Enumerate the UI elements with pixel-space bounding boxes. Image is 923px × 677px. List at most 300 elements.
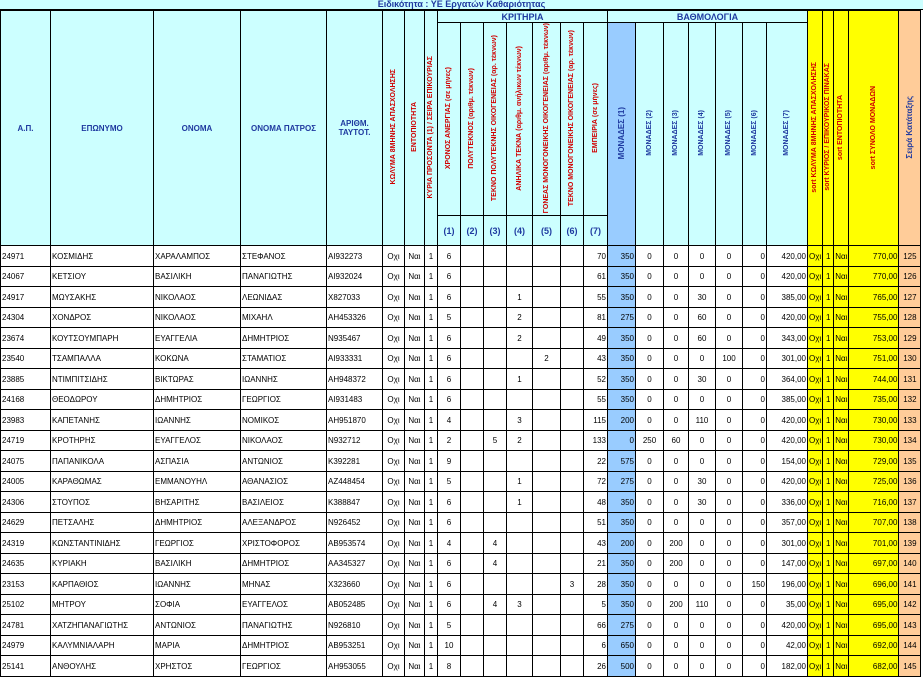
kolysi-cell[interactable]: Οχι — [383, 369, 405, 390]
name-cell[interactable]: ΑΝΤΩΝΙΟΣ — [154, 615, 241, 636]
header-m1[interactable]: ΜΟΝΑΔΕΣ (1) — [608, 23, 636, 246]
rank-cell[interactable]: 127 — [899, 287, 921, 308]
ap-cell[interactable]: 23153 — [1, 574, 51, 595]
k3-cell[interactable] — [484, 410, 507, 431]
m1-cell[interactable]: 0 — [608, 430, 636, 451]
header-entopiotita[interactable]: ΕΝΤΟΠΙΟΤΗΤΑ — [405, 11, 425, 246]
m5-cell[interactable]: 0 — [716, 410, 743, 431]
sort-kolyma-cell[interactable]: Οχι — [808, 389, 823, 410]
k6-cell[interactable] — [561, 594, 584, 615]
sort-kyrios-cell[interactable]: 1 — [823, 287, 834, 308]
m6-cell[interactable]: 0 — [743, 410, 767, 431]
k2-cell[interactable] — [461, 512, 484, 533]
sort-kolyma-cell[interactable]: Οχι — [808, 533, 823, 554]
k6-cell[interactable] — [561, 369, 584, 390]
id-cell[interactable]: ΑΑ345327 — [327, 553, 383, 574]
m7-cell[interactable]: 420,00 — [767, 246, 808, 267]
k1-cell[interactable]: 6 — [438, 492, 461, 513]
k6-cell[interactable] — [561, 471, 584, 492]
entopiotita-cell[interactable]: Ναι — [405, 307, 425, 328]
entopiotita-cell[interactable]: Ναι — [405, 615, 425, 636]
k6-cell[interactable] — [561, 328, 584, 349]
entopiotita-cell[interactable]: Ναι — [405, 389, 425, 410]
k5-cell[interactable] — [533, 246, 561, 267]
father-name-cell[interactable]: ΒΑΣΙΛΕΙΟΣ — [241, 492, 327, 513]
m6-cell[interactable]: 0 — [743, 369, 767, 390]
k5-cell[interactable]: 2 — [533, 348, 561, 369]
k5-cell[interactable] — [533, 328, 561, 349]
name-cell[interactable]: ΓΕΩΡΓΙΟΣ — [154, 533, 241, 554]
k5-cell[interactable] — [533, 615, 561, 636]
m7-cell[interactable]: 301,00 — [767, 348, 808, 369]
ap-cell[interactable]: 24719 — [1, 430, 51, 451]
m2-cell[interactable]: 0 — [636, 533, 664, 554]
father-name-cell[interactable]: ΑΛΕΞΑΝΔΡΟΣ — [241, 512, 327, 533]
id-cell[interactable]: ΑΙ931483 — [327, 389, 383, 410]
ap-cell[interactable]: 24168 — [1, 389, 51, 410]
entopiotita-cell[interactable]: Ναι — [405, 492, 425, 513]
sort-kolyma-cell[interactable]: Οχι — [808, 471, 823, 492]
k5-cell[interactable] — [533, 574, 561, 595]
m3-cell[interactable]: 0 — [664, 410, 689, 431]
k2-cell[interactable] — [461, 594, 484, 615]
k3-cell[interactable] — [484, 389, 507, 410]
m4-cell[interactable]: 30 — [689, 471, 716, 492]
k6-cell[interactable] — [561, 492, 584, 513]
kolysi-cell[interactable]: Οχι — [383, 635, 405, 656]
k6-cell[interactable] — [561, 512, 584, 533]
kyria-cell[interactable]: 1 — [425, 410, 438, 431]
ap-cell[interactable]: 24319 — [1, 533, 51, 554]
m2-cell[interactable]: 0 — [636, 656, 664, 677]
kyria-cell[interactable]: 1 — [425, 512, 438, 533]
m4-cell[interactable]: 30 — [689, 492, 716, 513]
m5-cell[interactable]: 0 — [716, 594, 743, 615]
k6-cell[interactable] — [561, 656, 584, 677]
m5-cell[interactable]: 0 — [716, 287, 743, 308]
m2-cell[interactable]: 0 — [636, 553, 664, 574]
kolysi-cell[interactable]: Οχι — [383, 492, 405, 513]
k1-cell[interactable]: 6 — [438, 594, 461, 615]
rank-cell[interactable]: 139 — [899, 533, 921, 554]
sort-kolyma-cell[interactable]: Οχι — [808, 594, 823, 615]
m3-cell[interactable]: 0 — [664, 656, 689, 677]
m2-cell[interactable]: 0 — [636, 369, 664, 390]
father-name-cell[interactable]: ΣΤΑΜΑΤΙΟΣ — [241, 348, 327, 369]
m7-cell[interactable]: 154,00 — [767, 451, 808, 472]
k3-cell[interactable] — [484, 287, 507, 308]
total-cell[interactable]: 730,00 — [849, 410, 899, 431]
header-onoma-patros[interactable]: ΟΝΟΜΑ ΠΑΤΡΟΣ — [241, 11, 327, 246]
kolysi-cell[interactable]: Οχι — [383, 348, 405, 369]
sort-kolyma-cell[interactable]: Οχι — [808, 348, 823, 369]
k2-cell[interactable] — [461, 471, 484, 492]
father-name-cell[interactable]: ΝΙΚΟΛΑΟΣ — [241, 430, 327, 451]
m3-cell[interactable]: 0 — [664, 615, 689, 636]
sort-kyrios-cell[interactable]: 1 — [823, 328, 834, 349]
k2-cell[interactable] — [461, 369, 484, 390]
k3-cell[interactable] — [484, 307, 507, 328]
name-cell[interactable]: ΑΣΠΑΣΙΑ — [154, 451, 241, 472]
m6-cell[interactable]: 0 — [743, 451, 767, 472]
entopiotita-cell[interactable]: Ναι — [405, 348, 425, 369]
kolysi-cell[interactable]: Οχι — [383, 430, 405, 451]
surname-cell[interactable]: ΚΑΠΕΤΑΝΗΣ — [51, 410, 154, 431]
name-cell[interactable]: ΣΟΦΙΑ — [154, 594, 241, 615]
m7-cell[interactable]: 420,00 — [767, 307, 808, 328]
entopiotita-cell[interactable]: Ναι — [405, 246, 425, 267]
m4-cell[interactable]: 60 — [689, 307, 716, 328]
k1-cell[interactable]: 6 — [438, 553, 461, 574]
father-name-cell[interactable]: ΠΑΝΑΓΙΩΤΗΣ — [241, 615, 327, 636]
k6-cell[interactable] — [561, 451, 584, 472]
rank-cell[interactable]: 142 — [899, 594, 921, 615]
name-cell[interactable]: ΕΜΜΑΝΟΥΗΛ — [154, 471, 241, 492]
surname-cell[interactable]: ΣΤΟΥΠΟΣ — [51, 492, 154, 513]
m7-cell[interactable]: 420,00 — [767, 430, 808, 451]
header-arith-taut[interactable]: ΑΡΙΘΜ. ΤΑΥΤΟΤ. — [327, 11, 383, 246]
header-seira[interactable]: Σειρά Κατάταξης — [899, 11, 921, 246]
name-cell[interactable]: ΙΩΑΝΝΗΣ — [154, 574, 241, 595]
sort-kyrios-cell[interactable]: 1 — [823, 533, 834, 554]
k2-cell[interactable] — [461, 656, 484, 677]
sort-kolyma-cell[interactable]: Οχι — [808, 492, 823, 513]
sort-kolyma-cell[interactable]: Οχι — [808, 615, 823, 636]
m2-cell[interactable]: 0 — [636, 410, 664, 431]
m3-cell[interactable]: 200 — [664, 553, 689, 574]
sort-kyrios-cell[interactable]: 1 — [823, 348, 834, 369]
k1-cell[interactable]: 8 — [438, 656, 461, 677]
sort-kolyma-cell[interactable]: Οχι — [808, 451, 823, 472]
k7-cell[interactable]: 52 — [584, 369, 608, 390]
k1-cell[interactable]: 6 — [438, 389, 461, 410]
sort-kolyma-cell[interactable]: Οχι — [808, 410, 823, 431]
k7-cell[interactable]: 70 — [584, 246, 608, 267]
m3-cell[interactable]: 0 — [664, 389, 689, 410]
m1-cell[interactable]: 350 — [608, 369, 636, 390]
ap-cell[interactable]: 23540 — [1, 348, 51, 369]
sort-entop-cell[interactable]: Ναι — [834, 410, 849, 431]
k2-cell[interactable] — [461, 348, 484, 369]
kolysi-cell[interactable]: Οχι — [383, 594, 405, 615]
entopiotita-cell[interactable]: Ναι — [405, 635, 425, 656]
k2-cell[interactable] — [461, 389, 484, 410]
k5-cell[interactable] — [533, 635, 561, 656]
k2-cell[interactable] — [461, 533, 484, 554]
ap-cell[interactable]: 24781 — [1, 615, 51, 636]
header-sort-entop[interactable]: sort ΕΝΤΟΠΙΟΤΗΤΑ — [834, 11, 849, 246]
m7-cell[interactable]: 357,00 — [767, 512, 808, 533]
id-cell[interactable]: ΑΙ933331 — [327, 348, 383, 369]
header-k3[interactable]: ΤΕΚΝΟ ΠΟΛΥΤΕΚΝΗΣ ΟΙΚΟΓΕΝΕΙΑΣ (αρ. τέκνων) — [484, 23, 507, 216]
k7-cell[interactable]: 81 — [584, 307, 608, 328]
surname-cell[interactable]: ΜΗΤΡΟΥ — [51, 594, 154, 615]
m5-cell[interactable]: 100 — [716, 348, 743, 369]
total-cell[interactable]: 695,00 — [849, 615, 899, 636]
ap-cell[interactable]: 24917 — [1, 287, 51, 308]
k5-cell[interactable] — [533, 307, 561, 328]
kyria-cell[interactable]: 1 — [425, 492, 438, 513]
k7-cell[interactable]: 51 — [584, 512, 608, 533]
k4-cell[interactable] — [507, 266, 533, 287]
ap-cell[interactable]: 24304 — [1, 307, 51, 328]
sort-kolyma-cell[interactable]: Οχι — [808, 287, 823, 308]
entopiotita-cell[interactable]: Ναι — [405, 410, 425, 431]
header-onoma[interactable]: ΟΝΟΜΑ — [154, 11, 241, 246]
k5-cell[interactable] — [533, 451, 561, 472]
m3-cell[interactable]: 0 — [664, 307, 689, 328]
k7-cell[interactable]: 22 — [584, 451, 608, 472]
k6-cell[interactable] — [561, 287, 584, 308]
m4-cell[interactable]: 0 — [689, 553, 716, 574]
m4-cell[interactable]: 0 — [689, 430, 716, 451]
rank-cell[interactable]: 143 — [899, 615, 921, 636]
k7-cell[interactable]: 28 — [584, 574, 608, 595]
m6-cell[interactable]: 0 — [743, 492, 767, 513]
m7-cell[interactable]: 385,00 — [767, 389, 808, 410]
k4-cell[interactable] — [507, 512, 533, 533]
father-name-cell[interactable]: ΑΘΑΝΑΣΙΟΣ — [241, 471, 327, 492]
k4-cell[interactable] — [507, 574, 533, 595]
m6-cell[interactable]: 0 — [743, 348, 767, 369]
m3-cell[interactable]: 0 — [664, 348, 689, 369]
m3-cell[interactable]: 200 — [664, 594, 689, 615]
k4-cell[interactable]: 2 — [507, 328, 533, 349]
kolysi-cell[interactable]: Οχι — [383, 287, 405, 308]
father-name-cell[interactable]: ΔΗΜΗΤΡΙΟΣ — [241, 635, 327, 656]
kyria-cell[interactable]: 1 — [425, 656, 438, 677]
ap-cell[interactable]: 25141 — [1, 656, 51, 677]
sort-entop-cell[interactable]: Ναι — [834, 656, 849, 677]
k3-cell[interactable] — [484, 512, 507, 533]
sort-entop-cell[interactable]: Ναι — [834, 246, 849, 267]
k3-cell[interactable]: 4 — [484, 594, 507, 615]
header-k1[interactable]: ΧΡΟΝΟΣ ΑΝΕΡΓΙΑΣ (σε μήνες) — [438, 23, 461, 216]
sort-entop-cell[interactable]: Ναι — [834, 307, 849, 328]
k1-cell[interactable]: 4 — [438, 533, 461, 554]
k2-cell[interactable] — [461, 574, 484, 595]
k1-cell[interactable]: 6 — [438, 348, 461, 369]
m7-cell[interactable]: 420,00 — [767, 615, 808, 636]
m4-cell[interactable]: 110 — [689, 410, 716, 431]
entopiotita-cell[interactable]: Ναι — [405, 533, 425, 554]
k2-cell[interactable] — [461, 307, 484, 328]
m3-cell[interactable]: 0 — [664, 574, 689, 595]
k7-cell[interactable]: 49 — [584, 328, 608, 349]
m1-cell[interactable]: 200 — [608, 410, 636, 431]
k6-cell[interactable] — [561, 246, 584, 267]
surname-cell[interactable]: ΚΟΥΤΣΟΥΜΠΑΡΗ — [51, 328, 154, 349]
k4-cell[interactable] — [507, 348, 533, 369]
sort-kolyma-cell[interactable]: Οχι — [808, 430, 823, 451]
m4-cell[interactable]: 0 — [689, 451, 716, 472]
name-cell[interactable]: ΒΑΣΙΛΙΚΗ — [154, 553, 241, 574]
m6-cell[interactable]: 0 — [743, 246, 767, 267]
father-name-cell[interactable]: ΓΕΩΡΓΙΟΣ — [241, 656, 327, 677]
k3-cell[interactable]: 4 — [484, 553, 507, 574]
header-k6[interactable]: ΤΕΚΝΟ ΜΟΝΟΓΟΝΕΙΚΗΣ ΟΙΚΟΓΕΝΕΙΑΣ (αρ. τέκνων) — [561, 23, 584, 216]
m2-cell[interactable]: 0 — [636, 328, 664, 349]
m6-cell[interactable]: 0 — [743, 594, 767, 615]
k3-cell[interactable] — [484, 615, 507, 636]
surname-cell[interactable]: ΜΩΥΣΑΚΗΣ — [51, 287, 154, 308]
m3-cell[interactable]: 60 — [664, 430, 689, 451]
m5-cell[interactable]: 0 — [716, 328, 743, 349]
surname-cell[interactable]: ΚΩΝΣΤΑΝΤΙΝΙΔΗΣ — [51, 533, 154, 554]
kolysi-cell[interactable]: Οχι — [383, 410, 405, 431]
rank-cell[interactable]: 125 — [899, 246, 921, 267]
sort-entop-cell[interactable]: Ναι — [834, 553, 849, 574]
k3-cell[interactable] — [484, 471, 507, 492]
m6-cell[interactable]: 0 — [743, 389, 767, 410]
k3-cell[interactable] — [484, 328, 507, 349]
rank-cell[interactable]: 131 — [899, 369, 921, 390]
m6-cell[interactable]: 0 — [743, 328, 767, 349]
total-cell[interactable]: 770,00 — [849, 246, 899, 267]
surname-cell[interactable]: ΘΕΟΔΩΡΟΥ — [51, 389, 154, 410]
surname-cell[interactable]: ΚΑΛΥΜΝΙΑΛΑΡΗ — [51, 635, 154, 656]
m1-cell[interactable]: 350 — [608, 348, 636, 369]
k5-cell[interactable] — [533, 594, 561, 615]
header-k7[interactable]: ΕΜΠΕΙΡΙΑ (σε μήνες) — [584, 23, 608, 216]
k2-cell[interactable] — [461, 635, 484, 656]
sort-kyrios-cell[interactable]: 1 — [823, 266, 834, 287]
m2-cell[interactable]: 0 — [636, 287, 664, 308]
m6-cell[interactable]: 0 — [743, 430, 767, 451]
entopiotita-cell[interactable]: Ναι — [405, 656, 425, 677]
header-m2[interactable]: ΜΟΝΑΔΕΣ (2) — [636, 23, 664, 246]
header-m7[interactable]: ΜΟΝΑΔΕΣ (7) — [767, 23, 808, 246]
k1-cell[interactable]: 9 — [438, 451, 461, 472]
m7-cell[interactable]: 336,00 — [767, 492, 808, 513]
m5-cell[interactable]: 0 — [716, 246, 743, 267]
m6-cell[interactable]: 0 — [743, 512, 767, 533]
ap-cell[interactable]: 24075 — [1, 451, 51, 472]
total-cell[interactable]: 730,00 — [849, 430, 899, 451]
m6-cell[interactable]: 0 — [743, 553, 767, 574]
father-name-cell[interactable]: ΔΗΜΗΤΡΙΟΣ — [241, 328, 327, 349]
kyria-cell[interactable]: 1 — [425, 287, 438, 308]
kolysi-cell[interactable]: Οχι — [383, 451, 405, 472]
ap-cell[interactable]: 25102 — [1, 594, 51, 615]
sort-kolyma-cell[interactable]: Οχι — [808, 328, 823, 349]
rank-cell[interactable]: 133 — [899, 410, 921, 431]
header-kyria-prosonta[interactable]: ΚΥΡΙΑ ΠΡΟΣΟΝΤΑ (1) / ΣΕΙΡΑ ΕΠΙΚΟΥΡΙΑΣ — [425, 11, 438, 246]
m1-cell[interactable]: 350 — [608, 512, 636, 533]
sort-kyrios-cell[interactable]: 1 — [823, 451, 834, 472]
k3-cell[interactable]: 5 — [484, 430, 507, 451]
m6-cell[interactable]: 0 — [743, 533, 767, 554]
m1-cell[interactable]: 350 — [608, 574, 636, 595]
father-name-cell[interactable]: ΙΩΑΝΝΗΣ — [241, 369, 327, 390]
ap-cell[interactable]: 24979 — [1, 635, 51, 656]
m5-cell[interactable]: 0 — [716, 635, 743, 656]
header-kolysi[interactable]: ΚΩΛΥΜΑ 8ΜΗΝΗΣ ΑΠΑΣΧΟΛΗΣΗΣ — [383, 11, 405, 246]
k2-cell[interactable] — [461, 451, 484, 472]
m5-cell[interactable]: 0 — [716, 512, 743, 533]
sort-entop-cell[interactable]: Ναι — [834, 492, 849, 513]
m7-cell[interactable]: 42,00 — [767, 635, 808, 656]
k5-cell[interactable] — [533, 656, 561, 677]
k2-cell[interactable] — [461, 246, 484, 267]
kyria-cell[interactable]: 1 — [425, 246, 438, 267]
rank-cell[interactable]: 129 — [899, 328, 921, 349]
m5-cell[interactable]: 0 — [716, 574, 743, 595]
m7-cell[interactable]: 343,00 — [767, 328, 808, 349]
entopiotita-cell[interactable]: Ναι — [405, 287, 425, 308]
m2-cell[interactable]: 0 — [636, 389, 664, 410]
k7-cell[interactable]: 43 — [584, 348, 608, 369]
sort-kolyma-cell[interactable]: Οχι — [808, 246, 823, 267]
rank-cell[interactable]: 130 — [899, 348, 921, 369]
name-cell[interactable]: ΝΙΚΟΛΑΟΣ — [154, 287, 241, 308]
entopiotita-cell[interactable]: Ναι — [405, 471, 425, 492]
m2-cell[interactable]: 0 — [636, 574, 664, 595]
sort-kyrios-cell[interactable]: 1 — [823, 656, 834, 677]
m1-cell[interactable]: 575 — [608, 451, 636, 472]
kolysi-cell[interactable]: Οχι — [383, 553, 405, 574]
name-cell[interactable]: ΧΑΡΑΛΑΜΠΟΣ — [154, 246, 241, 267]
entopiotita-cell[interactable]: Ναι — [405, 512, 425, 533]
m3-cell[interactable]: 0 — [664, 246, 689, 267]
kolysi-cell[interactable]: Οχι — [383, 328, 405, 349]
father-name-cell[interactable]: ΜΗΝΑΣ — [241, 574, 327, 595]
m4-cell[interactable]: 110 — [689, 594, 716, 615]
header-m5[interactable]: ΜΟΝΑΔΕΣ (5) — [716, 23, 743, 246]
m4-cell[interactable]: 0 — [689, 635, 716, 656]
k6-cell[interactable] — [561, 389, 584, 410]
m3-cell[interactable]: 0 — [664, 369, 689, 390]
m5-cell[interactable]: 0 — [716, 266, 743, 287]
total-cell[interactable]: 735,00 — [849, 389, 899, 410]
k7-cell[interactable]: 5 — [584, 594, 608, 615]
id-cell[interactable]: ΑΒ953574 — [327, 533, 383, 554]
k1-cell[interactable]: 4 — [438, 410, 461, 431]
ap-cell[interactable]: 24005 — [1, 471, 51, 492]
kyria-cell[interactable]: 1 — [425, 471, 438, 492]
name-cell[interactable]: ΕΥΑΓΓΕΛΙΑ — [154, 328, 241, 349]
m1-cell[interactable]: 350 — [608, 553, 636, 574]
m4-cell[interactable]: 0 — [689, 533, 716, 554]
k1-cell[interactable]: 5 — [438, 307, 461, 328]
kolysi-cell[interactable]: Οχι — [383, 512, 405, 533]
sort-entop-cell[interactable]: Ναι — [834, 615, 849, 636]
k2-cell[interactable] — [461, 492, 484, 513]
total-cell[interactable]: 696,00 — [849, 574, 899, 595]
sort-kolyma-cell[interactable]: Οχι — [808, 553, 823, 574]
k2-cell[interactable] — [461, 615, 484, 636]
k6-cell[interactable] — [561, 635, 584, 656]
k7-cell[interactable]: 55 — [584, 287, 608, 308]
kyria-cell[interactable]: 1 — [425, 389, 438, 410]
entopiotita-cell[interactable]: Ναι — [405, 553, 425, 574]
father-name-cell[interactable]: ΧΡΙΣΤΟΦΟΡΟΣ — [241, 533, 327, 554]
m1-cell[interactable]: 350 — [608, 389, 636, 410]
m5-cell[interactable]: 0 — [716, 389, 743, 410]
k5-cell[interactable] — [533, 287, 561, 308]
ap-cell[interactable]: 24067 — [1, 266, 51, 287]
m3-cell[interactable]: 200 — [664, 533, 689, 554]
surname-cell[interactable]: ΤΣΑΜΠΑΛΛΑ — [51, 348, 154, 369]
k4-cell[interactable] — [507, 451, 533, 472]
m4-cell[interactable]: 0 — [689, 266, 716, 287]
k7-cell[interactable]: 61 — [584, 266, 608, 287]
m6-cell[interactable]: 0 — [743, 266, 767, 287]
k5-cell[interactable] — [533, 389, 561, 410]
k3-cell[interactable] — [484, 656, 507, 677]
id-cell[interactable]: Κ388847 — [327, 492, 383, 513]
ap-cell[interactable]: 24635 — [1, 553, 51, 574]
